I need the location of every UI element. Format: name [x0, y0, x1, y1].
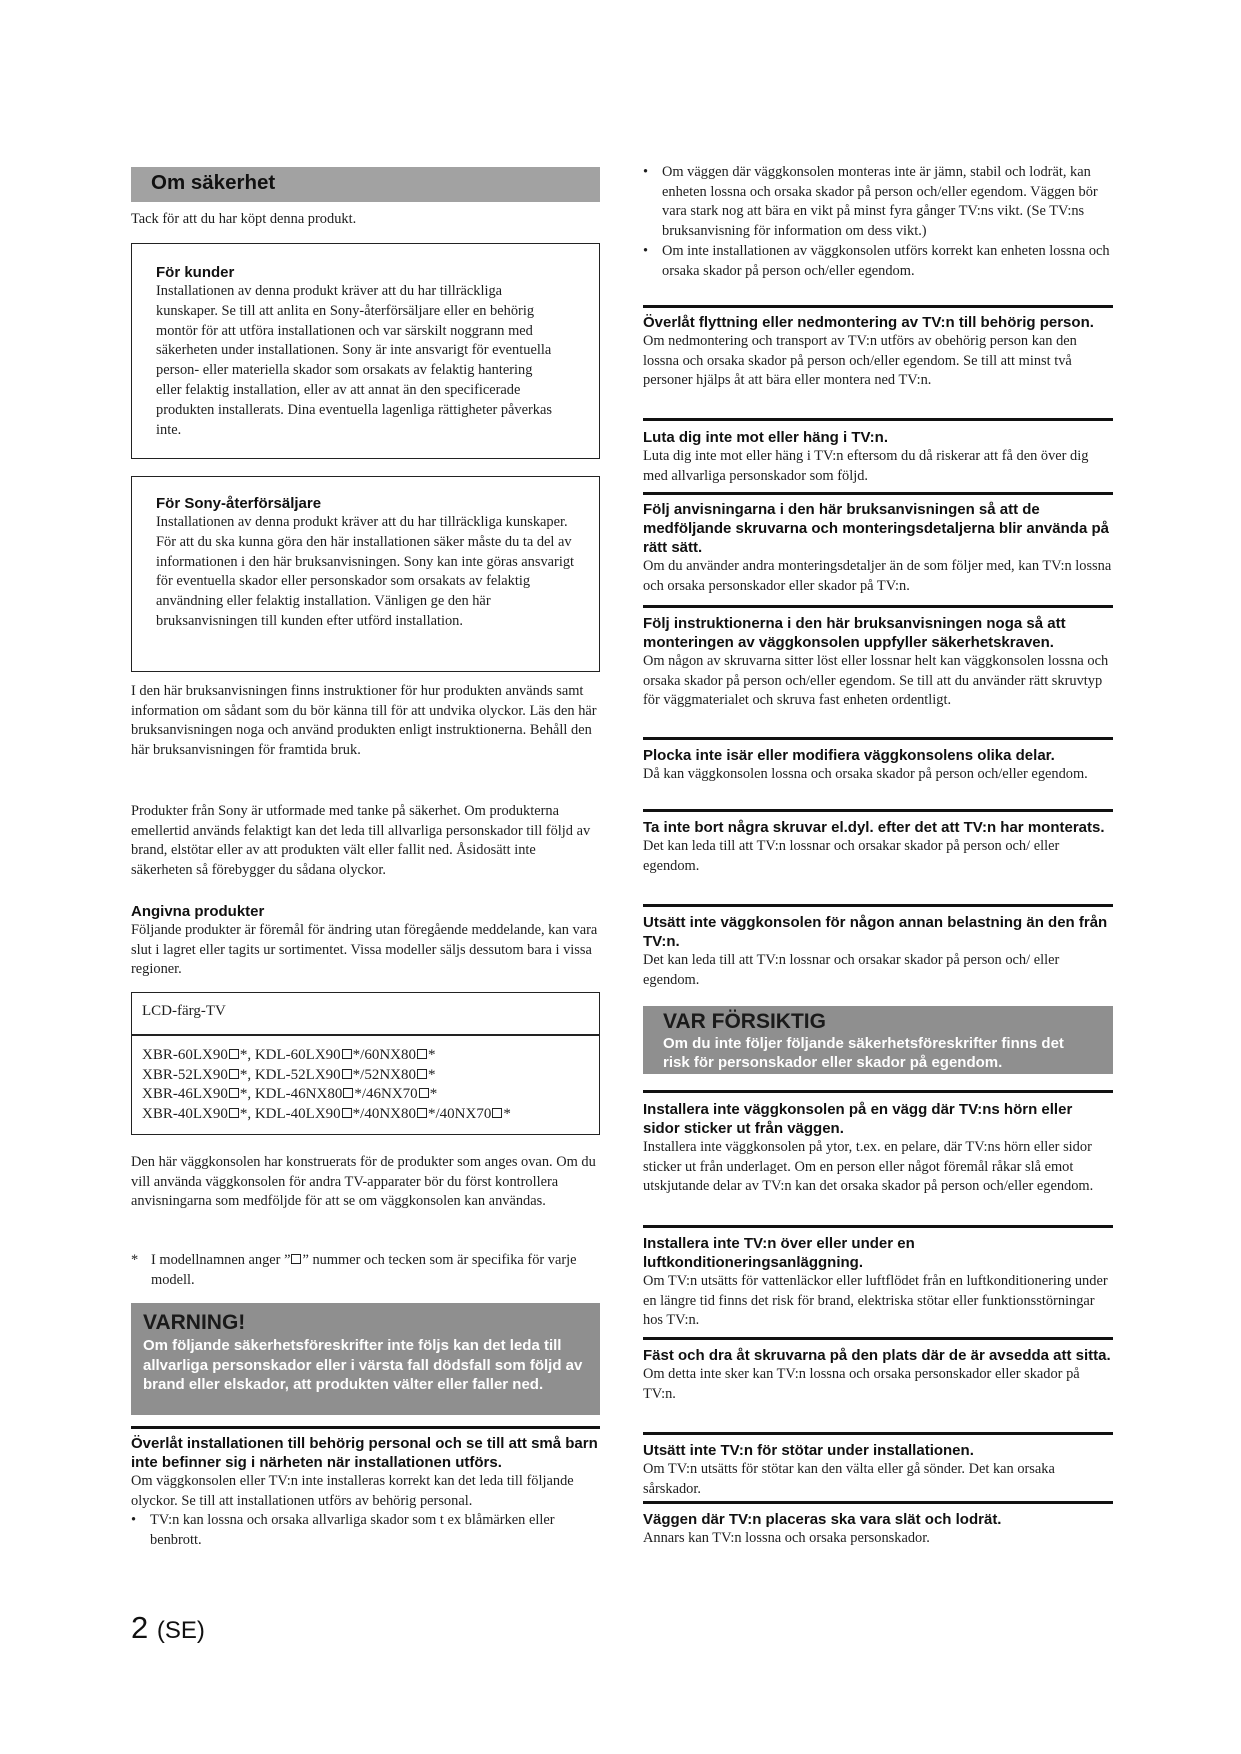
- bullet-item: • Om väggen där väggkonsolen monteras inte är jämn, stabil och lodrät, kan enheten lossna och orsaka skador på person och/eller egendom. Väggen bör vara stark nog att bära en vikt på minst fyra gånger TV:ns vikt. (Se TV:ns bruksanvisning för information om dess vikt.): [643, 163, 1113, 242]
- section-load: Utsätt inte väggkonsolen för någon annan belastning än den från TV:n. Det kan leda till att TV:n lossnar och orsakar skador på person och/ eller egendom.: [643, 914, 1108, 988]
- section-lean: Luta dig inte mot eller häng i TV:n. Luta dig inte mot eller häng i TV:n eftersom du då riskerar att få den över dig med allvarliga personskador som följd.: [643, 429, 1089, 484]
- section-rule: [643, 305, 1113, 308]
- customers-text: Installationen av denna produkt kräver att du har tillräckliga kunskaper. Se till att anlita en Sony-återförsäljare eller en behörig montör för att utföra installationen och var särskilt noggrann med säkerheten under installationen. Sony är inte ansvarigt för eventuella person- eller materiella skador som orsakats av felaktig hantering eller felaktig installation, eller av att annat än den specificerade produkten installerats. Dina eventuella lagenliga rättigheter påverkas inte.: [156, 283, 552, 438]
- caution-text: Om du inte följer följande säkerhetsföreskrifter finns det risk för personskador eller skador på egendom.: [663, 1035, 1064, 1071]
- section-aircon: Installera inte TV:n över eller under en luftkonditioneringsanläggning. Om TV:n utsätts för vattenläckor eller luftflödet från en luftkonditionering under en längre tid finns det risk för brand, elektriska stötar eller funktionsstörningar hos TV:n.: [643, 1235, 1108, 1329]
- installation-bullet: • TV:n kan lossna och orsaka allvarliga skador som t ex blåmärken eller benbrott.: [131, 1511, 600, 1550]
- customers-heading: För kunder: [156, 264, 235, 281]
- section-screws: Följ anvisningarna i den här bruksanvisningen så att de medföljande skruvarna och monteringsdetaljerna blir använda på rätt sätt. Om du använder andra monteringsdetaljer än de som följer med, kan TV:n lossna och orsaka personskador eller skador på TV:n.: [643, 501, 1112, 594]
- section-relocation: Överlåt flyttning eller nedmontering av TV:n till behörig person. Om nedmontering och transport av TV:n utförs av obehörig person kan den lossna och orsaka skador på person och/eller egendom. Se till att minst två personer hjälps åt att bära eller montera ned TV:n.: [643, 314, 1094, 389]
- products-text: Följande produkter är föremål för ändring utan föregående meddelande, kan vara slut i lagret eller tagits ur sortimentet. Vissa modeller säljs dessutom bara i vissa regioner.: [131, 922, 598, 978]
- intro-text: Tack för att du har köpt denna produkt.: [131, 211, 357, 227]
- table-rows: [142, 1046, 511, 1124]
- section-instructions: Följ instruktionerna i den här bruksanvisningen noga så att monteringen av väggkonsolen uppfyller säkerhetskraven. Om någon av skruvarna sitter löst eller lossnar helt kan väggkonsolen lossna och orsaka skador på person och/eller egendom. Se till att du använder rätt skruvtyp för väggmaterialet och skruva fast enheten ordentligt.: [643, 615, 1109, 709]
- section-rule: [643, 1337, 1113, 1340]
- section-rule: [643, 809, 1113, 812]
- section-rule: [643, 737, 1113, 740]
- section-title: Om säkerhet: [151, 171, 276, 194]
- section-impact: Utsätt inte TV:n för stötar under installationen. Om TV:n utsätts för stötar kan den välta eller gå sönder. Det kan orsaka sårskador.: [643, 1442, 1055, 1497]
- section-wall: Väggen där TV:n placeras ska vara slät och lodrät. Annars kan TV:n lossna och orsaka personskador.: [643, 1511, 1002, 1546]
- installation-section: [131, 1434, 600, 1551]
- bullet-item: • Om inte installationen av väggkonsolen utförs korrekt kan enheten lossna och orsaka skador på person och/eller egendom.: [643, 242, 1113, 281]
- products-heading: Angivna produkter: [131, 903, 265, 920]
- intro-bullets: [643, 163, 1113, 281]
- installation-text: Om väggkonsolen eller TV:n inte installeras korrekt kan det leda till följande olyckor. Se till att installationen utförs av behörig personal.: [131, 1473, 574, 1509]
- table-row: XBR-52LX90 *, KDL-52LX90 */52NX80 *: [142, 1066, 436, 1083]
- section-remove-screws: Ta inte bort några skruvar el.dyl. efter det att TV:n har monterats. Det kan leda till att TV:n lossnar och orsakar skador på person och/ eller egendom.: [643, 819, 1105, 874]
- section-rule: [643, 418, 1113, 421]
- section-tighten: Fäst och dra åt skruvarna på den plats där de är avsedda att sitta. Om detta inte sker kan TV:n lossna och orsaka personskador eller skador på TV:n.: [643, 1347, 1111, 1402]
- footnote: * I modellnamnen anger ” ” nummer och tecken som är specifika för varje modell.: [131, 1252, 577, 1288]
- section-rule: [131, 1426, 600, 1429]
- section-corners: Installera inte väggkonsolen på en vägg där TV:ns hörn eller sidor sticker ut från väggen. Installera inte väggkonsolen på ytor, t.ex. en pelare, där TV:ns hörn eller sidor sticker ut från underlaget. Om en person eller något föremål råkar slå emot utskjutande delar av TV:n kan det orsaka skador på person och/eller egendom.: [643, 1101, 1094, 1195]
- warning-text: Om följande säkerhetsföreskrifter inte följs kan det leda till allvarliga personskador eller i värsta fall dödsfall som följd av brand eller elskador, att produkten välter eller faller ned.: [143, 1337, 583, 1393]
- caution-box: [643, 1006, 1113, 1074]
- products-table: [131, 992, 600, 1135]
- section-disassemble: Plocka inte isär eller modifiera väggkonsolens olika delar. Då kan väggkonsolen lossna och orsaka skador på person och/eller egendom.: [643, 747, 1088, 782]
- dealers-box: [131, 476, 600, 672]
- placeholder-square-icon: [291, 1254, 301, 1264]
- section-rule: [643, 1432, 1113, 1435]
- section-rule: [643, 1501, 1113, 1504]
- table-divider: [132, 1034, 599, 1036]
- products-section: [131, 902, 600, 980]
- paragraph-instructions: I den här bruksanvisningen finns instruktioner för hur produkten används samt information om sådant som du bör känna till för att undvika olyckor. Läs den här bruksanvisningen noga och använd produkten enligt instruktionerna. Behåll den här bruksanvisningen för framtida bruk.: [131, 683, 597, 759]
- paragraph-safety: Produkter från Sony är utformade med tanke på säkerhet. Om produkterna emellertid används felaktigt kan det leda till allvarliga personskador till följd av brand, elstötar eller av att produkten vält eller fallit ned. Åsidosätt inte säkerheten så förebygger du sådana olyckor.: [131, 803, 591, 879]
- dealers-heading: För Sony-återförsäljare: [156, 495, 322, 512]
- section-rule: [643, 1225, 1113, 1228]
- warning-box: [131, 1303, 600, 1415]
- section-rule: [643, 904, 1113, 907]
- installation-heading: Överlåt installationen till behörig personal och se till att små barn inte befinner sig i närheten när installationen utförs.: [131, 1435, 598, 1471]
- table-row: XBR-60LX90 *, KDL-60LX90 */60NX80 *: [142, 1047, 436, 1063]
- caution-title: VAR FÖRSIKTIG: [663, 1010, 826, 1033]
- section-rule: [643, 1090, 1113, 1093]
- section-rule: [643, 492, 1113, 495]
- page-number: 2 (SE): [131, 1610, 205, 1645]
- warning-title: VARNING!: [143, 1311, 246, 1334]
- table-header: LCD-färg-TV: [142, 1003, 226, 1019]
- paragraph-compatibility: Den här väggkonsolen har konstruerats för de produkter som anges ovan. Om du vill använda väggkonsolen för andra TV-apparater bör du först kontrollera anvisningarna som medföljde för att se om väggkonsolen kan användas.: [131, 1154, 596, 1210]
- dealers-text: Installationen av denna produkt kräver att du har tillräckliga kunskaper. För att du ska kunna göra den här installationen säker måste du ta del av informationen i den här bruksanvisningen. Sony kan inte göras ansvarigt för eventuella skador eller personskador som orsakats av felaktig användning eller felaktig installation. Vänligen ge den här bruksanvisningen till kunden efter utförd installation.: [156, 514, 575, 629]
- customers-box: [131, 243, 600, 459]
- table-row: XBR-40LX90 *, KDL-40LX90 */40NX80 */40NX70 *: [142, 1105, 511, 1122]
- section-title-bar: [131, 167, 600, 202]
- section-rule: [643, 605, 1113, 608]
- table-row: XBR-46LX90 *, KDL-46NX80 */46NX70 *: [142, 1086, 438, 1102]
